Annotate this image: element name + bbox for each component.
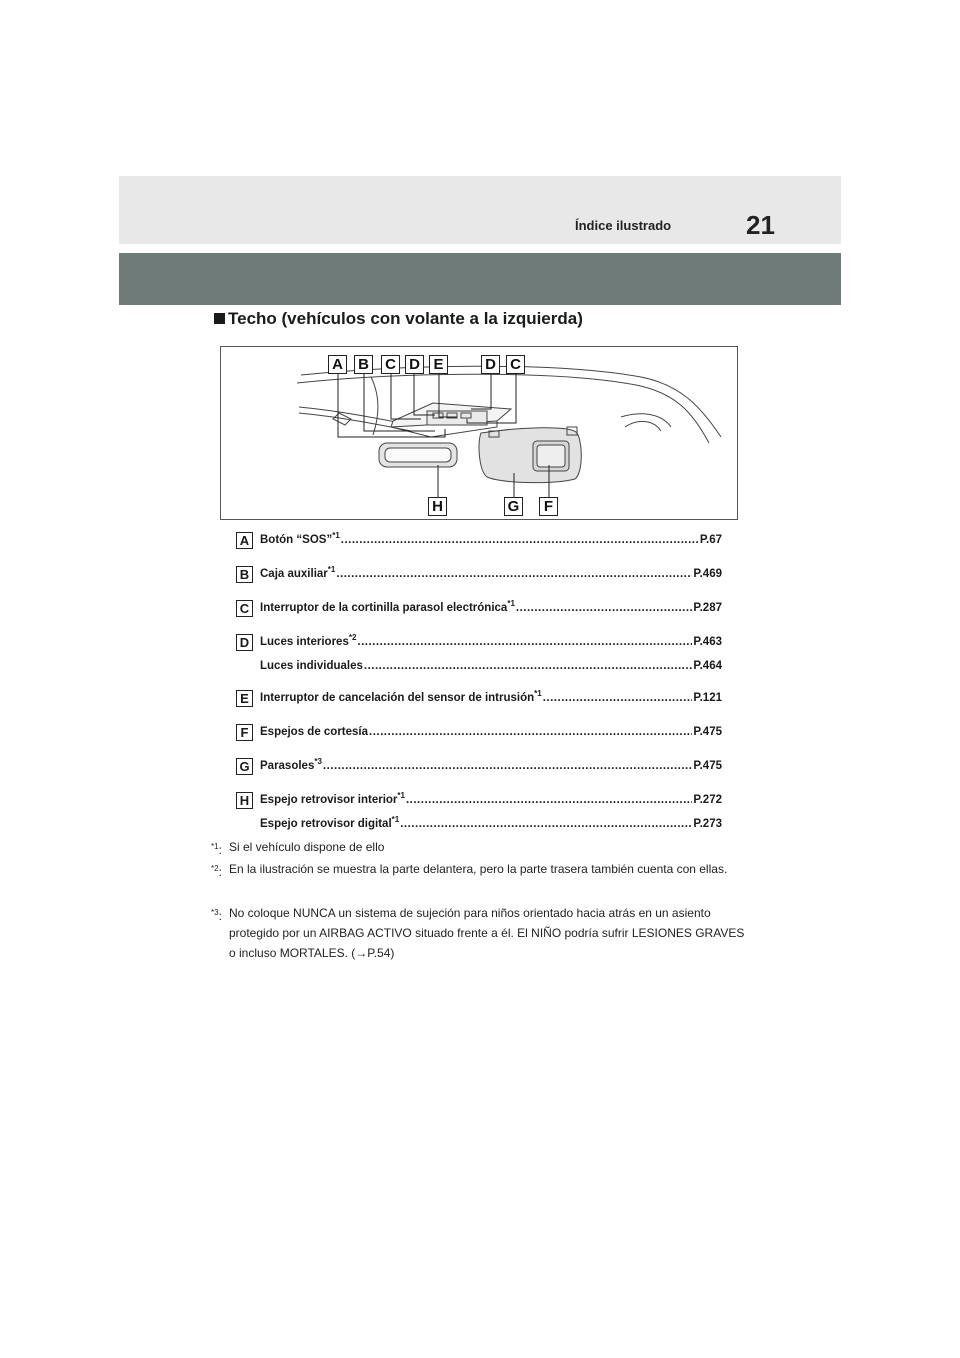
footnote-text: Si el vehículo dispone de ello xyxy=(229,840,385,854)
item-line xyxy=(260,814,722,830)
figure-label-d-2: D xyxy=(481,355,500,374)
page-reference-link[interactable]: P.121 xyxy=(693,692,722,704)
item-line xyxy=(260,722,722,738)
footnote-text: No coloque NUNCA un sistema de sujeción para niños orientado hacia atrás en un asiento protegido por un AIRBAG ACTIVO situado frente a él. El NIÑO podría sufrir LESIONES GRAVES o incluso MORTALES. (→P.54) xyxy=(229,906,745,960)
item-letter-badge: B xyxy=(236,566,253,583)
item-line xyxy=(260,756,722,772)
footnote-text: En la ilustración se muestra la parte delantera, pero la parte trasera también cuenta con ellas. xyxy=(229,862,728,876)
figure-label-b: B xyxy=(354,355,373,374)
leader-dots xyxy=(323,760,693,772)
figure-label-d: D xyxy=(405,355,424,374)
roof-drawing xyxy=(221,347,738,520)
figure-label-f: F xyxy=(539,497,558,516)
figure-label-e: E xyxy=(429,355,448,374)
page-reference-link[interactable]: P.463 xyxy=(693,636,722,648)
item-letter-badge: H xyxy=(236,792,253,809)
header-section-title: Índice ilustrado xyxy=(575,218,672,233)
figure-label-a: A xyxy=(328,355,347,374)
page-reference-link[interactable]: P.273 xyxy=(693,818,722,830)
roof-illustration xyxy=(220,346,738,520)
item-label: Luces interiores$^{*2}$ xyxy=(260,633,357,648)
item-label: Luces individuales xyxy=(260,660,363,672)
leader-dots xyxy=(357,636,692,648)
leader-dots xyxy=(516,602,693,614)
item-letter-badge: C xyxy=(236,600,253,617)
page-reference-link[interactable]: P.287 xyxy=(693,602,722,614)
page-reference-link[interactable]: P.272 xyxy=(693,794,722,806)
item-letter-badge: D xyxy=(236,634,253,651)
item-label: Caja auxiliar$^{*1}$ xyxy=(260,565,336,580)
item-label: Parasoles$^{*3}$ xyxy=(260,757,322,772)
section-heading-text: Techo (vehículos con volante a la izquierda) xyxy=(228,309,583,328)
item-letter-badge: A xyxy=(236,532,253,549)
figure-label-h: H xyxy=(428,497,447,516)
item-letter-badge: G xyxy=(236,758,253,775)
leader-dots xyxy=(341,534,699,546)
item-line xyxy=(260,688,722,704)
leader-dots xyxy=(336,568,692,580)
footnote-3 xyxy=(211,903,751,963)
footnote-2 xyxy=(211,859,751,879)
section-heading xyxy=(214,309,583,329)
page-reference-link[interactable]: P.67 xyxy=(699,534,722,546)
item-label: Interruptor de cancelación del sensor de intrusión$^{*1}$ xyxy=(260,689,542,704)
figure-label-g: G xyxy=(504,497,523,516)
page-reference-link[interactable]: P.475 xyxy=(693,726,722,738)
leader-dots xyxy=(400,818,692,830)
page-number: 21 xyxy=(746,210,775,240)
page-reference-link[interactable]: P.469 xyxy=(693,568,722,580)
item-letter-badge: F xyxy=(236,724,253,741)
figure-label-c-2: C xyxy=(506,355,525,374)
item-line xyxy=(260,632,722,648)
item-line xyxy=(260,790,722,806)
footnote-1 xyxy=(211,837,751,857)
header-dark-band xyxy=(119,253,841,305)
leader-dots xyxy=(543,692,693,704)
page-reference-link[interactable]: P.475 xyxy=(693,760,722,772)
leader-dots xyxy=(364,660,693,672)
figure-label-c: C xyxy=(381,355,400,374)
item-label: Botón “SOS”$^{*1}$ xyxy=(260,531,340,546)
leader-dots xyxy=(406,794,692,806)
item-line xyxy=(260,564,722,580)
leader-dots xyxy=(369,726,692,738)
footnote-mark: $^{*2}$: xyxy=(211,864,222,879)
item-label: Interruptor de la cortinilla parasol electrónica$^{*1}$ xyxy=(260,599,515,614)
square-bullet-icon xyxy=(214,313,225,324)
footnote-mark: $^{*1}$: xyxy=(211,842,222,857)
item-line xyxy=(260,530,722,546)
item-label: Espejos de cortesía xyxy=(260,726,369,738)
item-letter-badge: E xyxy=(236,690,253,707)
page-reference-link[interactable]: P.464 xyxy=(693,660,722,672)
footnote-mark: $^{*3}$: xyxy=(211,908,222,923)
item-line xyxy=(260,598,722,614)
item-label: Espejo retrovisor digital$^{*1}$ xyxy=(260,815,400,830)
item-line xyxy=(260,656,722,672)
header-band xyxy=(119,176,841,244)
item-label: Espejo retrovisor interior$^{*1}$ xyxy=(260,791,405,806)
